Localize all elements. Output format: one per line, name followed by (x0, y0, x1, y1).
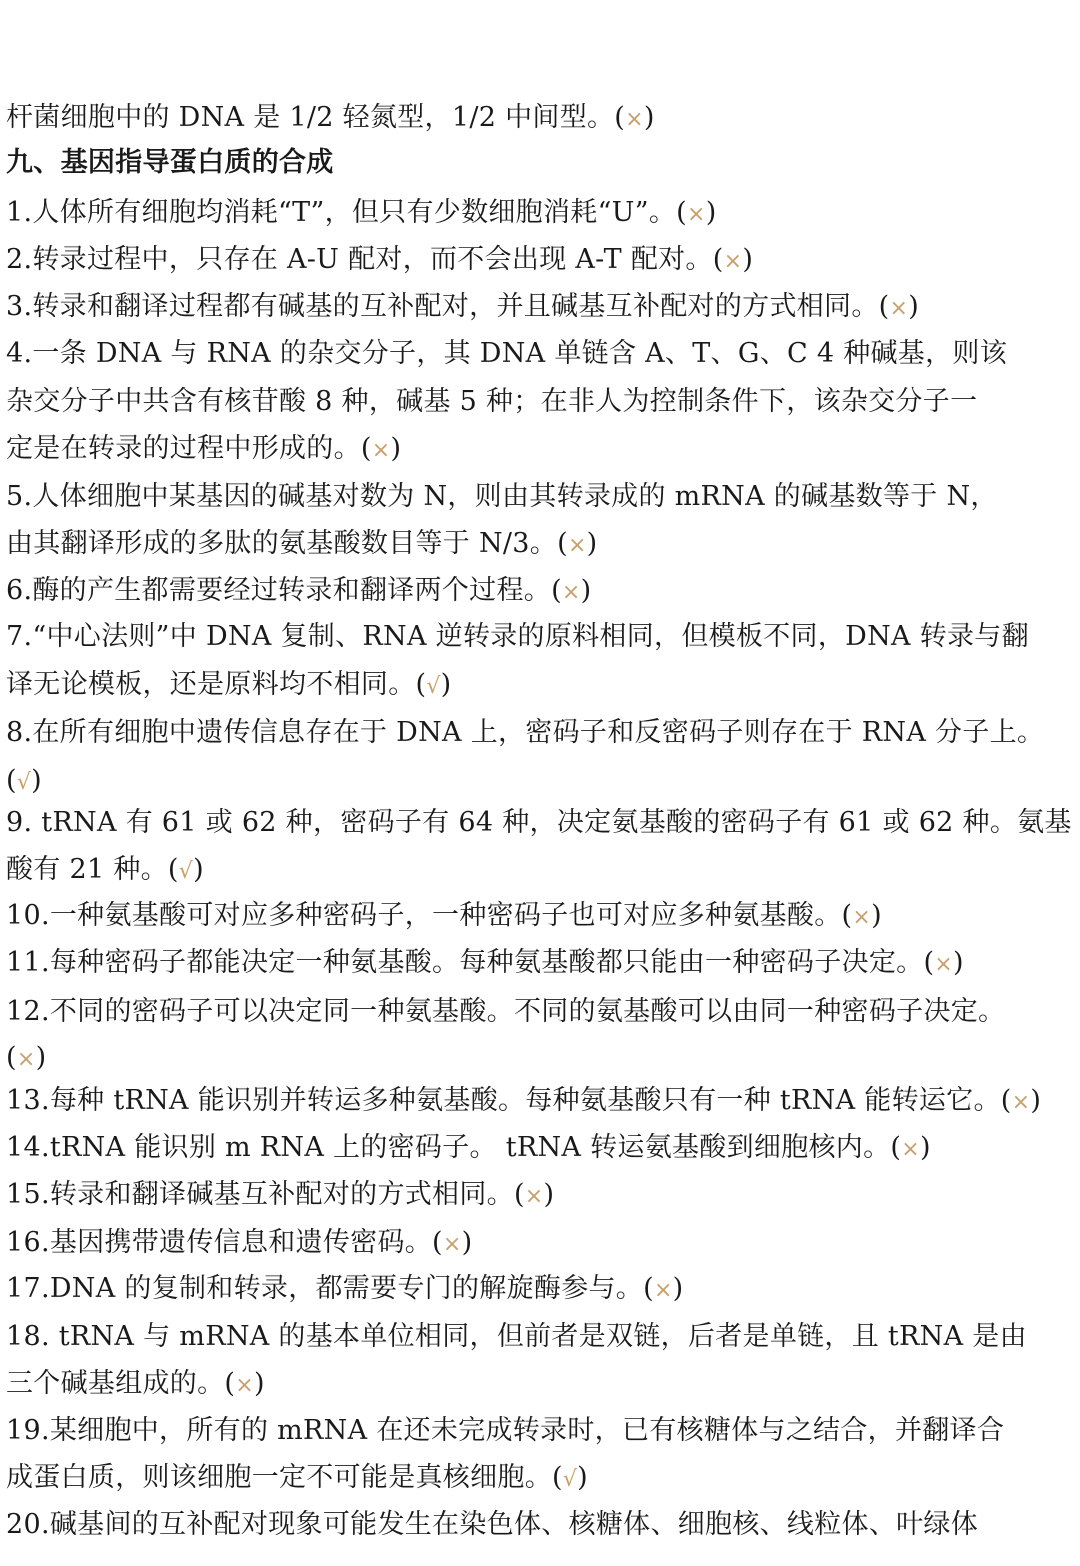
question-line: 酸有 21 种。(√) (6, 854, 204, 885)
answer-mark: √ (178, 859, 194, 884)
answer-mark: √ (562, 1467, 578, 1492)
question-text: 11.每种密码子都能决定一种氨基酸。每种氨基酸都只能由一种密码子决定。 (6, 947, 924, 978)
answer-mark: × (442, 1232, 462, 1257)
answer-mark: × (371, 438, 391, 463)
question-line (6, 1414, 1072, 1448)
question-text: 9. tRNA 有 61 或 62 种，密码子有 64 种，决定氨基酸的密码子有 61 或 62 种。氨基 (6, 807, 1072, 838)
question-line: 13.每种 tRNA 能识别并转运多种氨基酸。每种氨基酸只有一种 tRNA 能转运它。(×) (6, 1085, 1042, 1116)
answer-mark: × (235, 1373, 254, 1398)
question-line (6, 480, 1072, 514)
question-line: 10.一种氨基酸可对应多种密码子，一种密码子也可对应多种氨基酸。(×) (6, 900, 882, 931)
question-line (6, 716, 1072, 750)
question-text: 酸有 21 种。 (6, 854, 168, 885)
question-text: 定是在转录的过程中形成的。 (6, 433, 361, 464)
question-line (6, 1320, 1072, 1354)
question-line: 16.基因携带遗传信息和遗传密码。(×) (6, 1227, 473, 1258)
question-text: 19.某细胞中，所有的 mRNA 在还未完成转录时，已有核糖体与之结合，并翻译合 (6, 1415, 1005, 1446)
question-line: 15.转录和翻译碱基互补配对的方式相同。(×) (6, 1179, 555, 1210)
question-text: 5.人体细胞中某基因的碱基对数为 N，则由其转录成的 mRNA 的碱基数等于 N， (6, 481, 998, 512)
answer-mark: √ (16, 770, 32, 795)
question-text: 3.转录和翻译过程都有碱基的互补配对，并且碱基互补配对的方式相同。 (6, 291, 879, 322)
question-line (6, 620, 1072, 654)
answer-mark: × (524, 1184, 544, 1209)
question-text: 13.每种 tRNA 能识别并转运多种氨基酸。每种氨基酸只有一种 tRNA 能转运它。 (6, 1085, 1001, 1116)
question-text: 6.酶的产生都需要经过转录和翻译两个过程。 (6, 575, 552, 606)
question-text: 成蛋白质，则该细胞一定不可能是真核细胞。 (6, 1462, 552, 1493)
answer-mark: × (901, 1137, 920, 1162)
answer-mark: × (723, 249, 743, 274)
question-text: 16.基因携带遗传信息和遗传密码。 (6, 1227, 433, 1258)
question-line: 成蛋白质，则该细胞一定不可能是真核细胞。(√) (6, 1462, 589, 1493)
question-text: 12.不同的密码子可以决定同一种氨基酸。不同的氨基酸可以由同一种密码子决定。 (6, 996, 1006, 1027)
intro-line: 杆菌细胞中的 DNA 是 1/2 轻氮型，1/2 中间型。(×) (6, 102, 655, 133)
section-heading: 九、基因指导蛋白质的合成 (6, 147, 334, 178)
answer-mark: × (686, 202, 706, 227)
question-text: 20.碱基间的互补配对现象可能发生在染色体、核糖体、细胞核、线粒体、叶绿体 (6, 1509, 979, 1540)
question-line (6, 385, 1072, 419)
question-text: 由其翻译形成的多肽的氨基酸数目等于 N/3。 (6, 528, 558, 559)
question-line: 1.人体所有细胞均消耗“T”，但只有少数细胞消耗“U”。(×) (6, 197, 717, 228)
question-line: 定是在转录的过程中形成的。(×) (6, 433, 402, 464)
question-line: 译无论模板，还是原料均不相同。(√) (6, 669, 452, 700)
question-line: 三个碱基组成的。(×) (6, 1368, 265, 1399)
answer-mark: × (561, 580, 581, 605)
answer-mark: √ (426, 674, 441, 699)
intro-text: 杆菌细胞中的 DNA 是 1/2 轻氮型，1/2 中间型。 (6, 102, 615, 133)
question-line: 3.转录和翻译过程都有碱基的互补配对，并且碱基互补配对的方式相同。(×) (6, 291, 920, 322)
question-text: 18. tRNA 与 mRNA 的基本单位相同，但前者是双链，后者是单链，且 tRNA 是由 (6, 1321, 1027, 1352)
question-line (6, 995, 1072, 1029)
question-text: 2.转录过程中，只存在 A-U 配对，而不会出现 A-T 配对。 (6, 244, 713, 275)
question-text: 14.tRNA 能识别 m RNA 上的密码子。 tRNA 转运氨基酸到细胞核内。 (6, 1132, 891, 1163)
question-text: 15.转录和翻译碱基互补配对的方式相同。 (6, 1179, 514, 1210)
answer-mark: × (852, 905, 872, 930)
question-line (6, 806, 1072, 840)
question-text: 10.一种氨基酸可对应多种密码子，一种密码子也可对应多种氨基酸。 (6, 900, 842, 931)
question-text: 译无论模板，还是原料均不相同。 (6, 669, 416, 700)
question-text: 7.“中心法则”中 DNA 复制、RNA 逆转录的原料相同，但模板不同，DNA 转录与翻 (6, 621, 1029, 652)
answer-mark: × (934, 952, 954, 977)
answer-mark: × (16, 1047, 36, 1072)
question-line: 14.tRNA 能识别 m RNA 上的密码子。 tRNA 转运氨基酸到细胞核内。(×) (6, 1132, 931, 1163)
question-text: 1.人体所有细胞均消耗“T”，但只有少数细胞消耗“U”。 (6, 197, 677, 228)
answer-mark: × (625, 107, 644, 132)
question-line: 由其翻译形成的多肽的氨基酸数目等于 N/3。(×) (6, 528, 598, 559)
question-text: 4.一条 DNA 与 RNA 的杂交分子，其 DNA 单链含 A、T、G、C 4 种碱基，则该 (6, 338, 1008, 369)
answer-mark: × (1011, 1090, 1031, 1115)
question-line: (×) (6, 1042, 47, 1073)
question-line: 11.每种密码子都能决定一种氨基酸。每种氨基酸都只能由一种密码子决定。(×) (6, 947, 964, 978)
question-line: 2.转录过程中，只存在 A-U 配对，而不会出现 A-T 配对。(×) (6, 244, 754, 275)
question-text: 8.在所有细胞中遗传信息存在于 DNA 上，密码子和反密码子则存在于 RNA 分子上。 (6, 717, 1045, 748)
question-text: 三个碱基组成的。 (6, 1368, 225, 1399)
answer-mark: × (653, 1278, 673, 1303)
answer-mark: × (889, 296, 909, 321)
question-line: 17.DNA 的复制和转录，都需要专门的解旋酶参与。(×) (6, 1273, 684, 1304)
question-text: 17.DNA 的复制和转录，都需要专门的解旋酶参与。 (6, 1273, 644, 1304)
question-line (6, 337, 1072, 371)
question-text: 杂交分子中共含有核苷酸 8 种，碱基 5 种；在非人为控制条件下，该杂交分子一 (6, 386, 978, 417)
answer-mark: × (567, 533, 587, 558)
question-line: (√) (6, 765, 43, 796)
question-line (6, 1508, 1072, 1542)
question-line: 6.酶的产生都需要经过转录和翻译两个过程。(×) (6, 575, 592, 606)
